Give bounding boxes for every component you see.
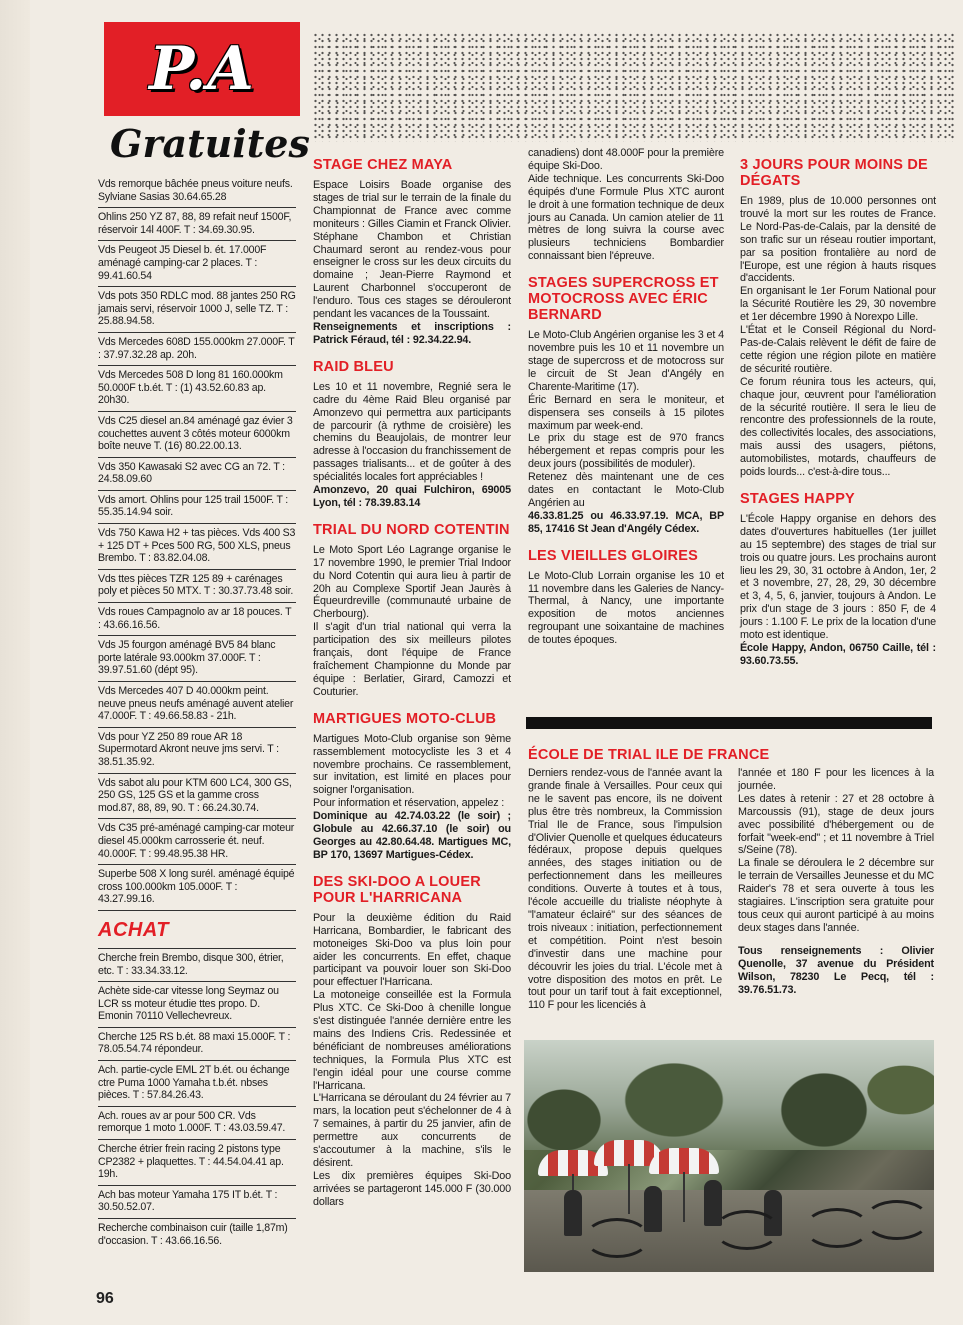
ecole-trial-contact: Tous renseignements : Olivier Quenolle, 37 avenue du Président Wilson, 78230 Le Pecq, tél : 39.76.51.73. xyxy=(738,944,934,996)
column-2 xyxy=(313,157,511,1209)
person-figure xyxy=(644,1186,662,1232)
achat-item: Cherche 125 RS b.ét. 88 maxi 15.000F. T : 78.05.54.74 répondeur. xyxy=(98,1028,296,1061)
skidoo-heading: DES SKI-DOO A LOUER POUR L'HARRICANA xyxy=(313,873,481,906)
achat-item: Ach. partie-cycle EML 2T b.ét. ou échange ctre Puma 1000 Yamaha t.b.ét. nbses pièces. T : 57.84.26.43. xyxy=(98,1061,296,1107)
supercross-contact: 46.33.81.25 ou 46.33.97.19. MCA, BP 85, 17416 St Jean d'Angély Cédex. xyxy=(528,509,724,535)
ecole-trial-section xyxy=(528,747,934,769)
trois-jours-body-2: En organisant le 1er Forum National pour la Sécurité Routière les 29, 30 novembre et 1er décembre 1990 à Norexpo Lille. xyxy=(740,285,936,324)
skidoo-body-4: Les dix premières équipes Ski-Doo arrivées se partageront 145.000 F (30.000 dollars xyxy=(313,1169,511,1208)
skidoo-body-1: Pour la deuxième édition du Raid Harricana, Bombardier, le fabricant des motoneiges Ski-Doo va plus loin pour aider les concurrents. En effet, chaque participant va pouvoir louer son Ski-Doo pour effectuer l'Harricana. xyxy=(313,911,511,989)
halftone-banner xyxy=(312,32,956,142)
skidoo-body-3: L'Harricana se déroulant du 24 février au 7 mars, la location peut s'échelonner de 4 à 7 semaines, à partir du 25 janvier, afin de permettre aux concurrents de s'accoutumer à la machine, s'ils le désirent. xyxy=(313,1092,511,1169)
raid-bleu-body: Les 10 et 11 novembre, Regnié sera le cadre du 4ème Raid Bleu organisé par Amonzevo qui permettra aux participants de parcourir (à rythme de croisière) les chemins du Beaujolais, de montrer leur adresse à l'occasion du franchissement de passages trialisants... et de goûter à des spécialités locales fort appréciables ! xyxy=(313,380,511,484)
ad-item: Vds ttes pièces TZR 125 89 + carénages poly et pièces 50 MTX. T : 30.37.73.48 soir. xyxy=(98,570,296,603)
page-edge xyxy=(0,0,30,1325)
ad-item: Vds remorque bâchée pneus voiture neufs. Sylviane Sasias 30.64.65.28 xyxy=(98,175,296,208)
person-figure xyxy=(564,1190,582,1236)
achat-item: Achète side-car vitesse long Seymaz ou LCR ss moteur étudie ttes propo. D. Emonin 70110 Vellechevreux. xyxy=(98,982,296,1028)
stages-happy-heading: STAGES HAPPY xyxy=(740,490,855,507)
vieilles-gloires-body: Le Moto-Club Lorrain organise les 10 et 11 novembre dans les Galeries de Nancy-Thermal, à Nancy, une importante exposition de motos anciennes regroupant une soixantaine de machines de toutes époques. xyxy=(528,569,724,647)
ecole-trial-heading: ÉCOLE DE TRIAL ILE DE FRANCE xyxy=(528,747,770,763)
supercross-body-3: Le prix du stage est de 970 francs hébergement et repas compris pour les deux jours (possibilités de moduler). xyxy=(528,432,724,471)
column-3 xyxy=(528,147,724,647)
martigues-contact: Dominique au 42.74.03.22 (le soir) ; Globule au 42.66.37.10 (le soir) ou Georges au 42.80.64.48. Martigues MC, BP 170, 13697 Martigues-Cédex. xyxy=(313,810,511,861)
ad-item: Vds pots 350 RDLC mod. 88 jantes 250 RG jamais servi, réservoir 1000 J, selle TZ. T : 25.88.94.58. xyxy=(98,287,296,333)
ad-item: Vds Mercedes 508 D long 81 160.000km 50.000F t.b.ét. T : (1) 43.52.60.83 ap. 20h30. xyxy=(98,366,296,412)
ad-item: Vds roues Campagnolo av ar 18 pouces. T : 43.66.16.56. xyxy=(98,603,296,636)
column-4 xyxy=(740,157,936,668)
ecole-trial-body-4: La finale se déroulera le 2 décembre sur le terrain de Versailles Jeunesse et du MC Raider's 78 et sera ouverte à tous les stagiaires. L'inscription sera gratuite pour tous ceux qui auront participé à au moins deux stages dans l'année. xyxy=(738,857,934,934)
ad-item: Vds Mercedes 608D 155.000km 27.000F. T : 37.97.32.28 ap. 20h. xyxy=(98,333,296,366)
ad-item: Vds J5 fourgon aménagé BV5 84 blanc porte latérale 93.000km 37.000F. T : 39.97.51.60 (dépt 95). xyxy=(98,636,296,682)
trial-photo xyxy=(524,1040,934,1272)
stage-maya-body: Espace Loisirs Boade organise des stages de trial sur le terrain de la finale du Championnat de France avec comme moniteurs : Gilles Ciamin et Franck Olivier. Stéphane Chambon et Christian Chaumard seront au rendez-vous pour enseigner le cross sur les deux circuits du domaine ; Jean-Pierre Raymond et Laurent Charbonnel s'occuperont de l'enduro. Tous ces stages se dérouleront pendant les vacances de la Toussaint. xyxy=(313,179,511,321)
martigues-body-1: Martigues Moto-Club organise son 9ème rassemblement motocycliste les 3 et 4 novembre prochains. Ce rassemblement, sur invitation, est limité en places pour soigner l'organisation. xyxy=(313,732,511,797)
supercross-body-4: Retenez dès maintenant une de ces dates en contactant le Moto-Club Angérien au xyxy=(528,471,724,509)
motorcycle-shape xyxy=(584,1218,650,1258)
stages-happy-contact: École Happy, Andon, 06750 Caille, tél : 93.60.73.55. xyxy=(740,642,936,667)
ad-item: Vds Peugeot J5 Diesel b. ét. 17.000F aménagé camping-car 2 places. T : 99.41.60.54 xyxy=(98,241,296,287)
skidoo-body-5: canadiens) dont 48.000F pour la première équipe Ski-Doo. xyxy=(528,147,724,172)
ad-item: Vds amort. Ohlins pour 125 trail 1500F. T : 55.35.14.94 soir. xyxy=(98,491,296,524)
supercross-body-2: Éric Bernard en sera le moniteur, et dispensera ses conseils à 15 pilotes maximum par week-end. xyxy=(528,393,724,432)
trois-jours-heading: 3 JOURS POUR MOINS DE DÉGATS xyxy=(740,157,928,189)
ad-item: Vds C25 diesel an.84 aménagé gaz évier 3 couchettes auvent 3 côtés moteur 6000km boîte neuve T. (16) 80.22.00.13. xyxy=(98,412,296,458)
classified-column xyxy=(98,175,296,1251)
trois-jours-body-4: Ce forum réunira tous les acteurs, qui, chaque jour, œuvrent pour l'amélioration de la sécurité routière. Il sera le lieu de rencontre des professionnels de la route, des collectivités locales, des associations, mais aussi des usagers, piétons, automobilistes, motards, chauffeurs de poids lourds... c'est-à-dire tous... xyxy=(740,375,936,479)
ad-item: Superbe 508 X long surél. aménagé équipé cross 100.000km 105.000F. T : 43.27.99.16. xyxy=(98,865,296,911)
supercross-heading: STAGES SUPERCROSS ET MOTOCROSS AVEC ÉRIC BERNARD xyxy=(528,275,719,324)
raid-bleu-contact: Amonzevo, 20 quai Fulchiron, 69005 Lyon, tél : 78.39.83.14 xyxy=(313,484,511,509)
logo-title: P.A xyxy=(149,34,255,104)
achat-heading: ACHAT xyxy=(98,911,296,949)
page-number: 96 xyxy=(96,1290,114,1307)
ad-item: Vds 350 Kawasaki S2 avec CG an 72. T : 24.58.09.60 xyxy=(98,458,296,491)
trial-nord-body-2: Il s'agit d'un trial national qui verra la participation des six meilleurs pilotes français, dont l'équipe de France fraîchement Championne du Monde par équipe : Berlatier, Girard, Camozzi et Couturier. xyxy=(313,621,511,698)
motorcycle-shape xyxy=(714,1210,780,1250)
achat-item: Ach bas moteur Yamaha 175 IT b.ét. T : 30.50.52.07. xyxy=(98,1186,296,1219)
umbrella-pole xyxy=(683,1172,685,1222)
raid-bleu-heading: RAID BLEU xyxy=(313,358,394,375)
section-divider-bar xyxy=(526,717,932,729)
ad-item: Vds sabot alu pour KTM 600 LC4, 300 GS, 250 GS, 125 GS et la gamme cross mod.87, 88, 89, 90. T : 66.24.30.74. xyxy=(98,774,296,820)
ecole-trial-body-2: l'année et 180 F pour les licences à la journée. xyxy=(738,767,934,792)
ecole-trial-body: Derniers rendez-vous de l'année avant la grande finale à Versailles. Pour ceux qui ne le savent pas encore, ils ne doivent plus être très nombreux, la Commission Trial Ile de France, sous l'impulsion d'Olivier Quenolle et quelques éducateurs fédéraux, propose depuis quelques années, des stages initiation ou de perfectionnement dans les meilleures conditions. Ouverte à toutes et à tous, l'école accueille du trialiste néophyte à "l'amateur éclairé" sur des séances de trois niveaux : initiation, perfectionnement et compétition. Point n'est besoin d'investir dans une machine pour découvrir les joies du trial. L'école met à votre disposition des motos en prêt. Le tout pour un tarif tout à fait exceptionnel, 110 F pour les licenciés à xyxy=(528,767,722,1012)
vieilles-gloires-heading: LES VIEILLES GLOIRES xyxy=(528,547,698,564)
trial-nord-heading: TRIAL DU NORD COTENTIN xyxy=(313,521,510,538)
skidoo-body-2: La motoneige conseillée est la Formula Plus XTC. Ce Ski-Doo à chenille longue s'est distinguée l'année dernière entre les mains des Indiens Cris. Redessinée et bénéficiant de nombreuses améliorations techniques, la Formula Plus XTC est l'engin idéal pour une course comme l'Harricana. xyxy=(313,989,511,1092)
stages-happy-body: L'École Happy organise en dehors des dates d'ouvertures habituelles (1er juillet au 15 septembre) des stages de trial sur trois ou quatre jours. Les prochains auront lieu les 29, 30, 31 octobre à Andon, 1er, 2 et 3 novembre, 27, 28, 29, 30 décembre et 3, 4, 5, 6, janvier, toujours à Andon. Le prix d'un stage de 3 jours : 850 F, de 4 jours : 1.100 F. Le prix de la location d'une moto est identique. xyxy=(740,512,936,642)
ad-item: Vds pour YZ 250 89 roue AR 18 Supermotard Akront neuve jms servi. T : 38.51.35.92. xyxy=(98,728,296,774)
stage-maya-contact: Renseignements et inscriptions : Patrick Féraud, tél : 92.34.22.94. xyxy=(313,320,511,346)
logo-subtitle: Gratuites xyxy=(110,121,310,166)
ecole-trial-body-3: Les dates à retenir : 27 et 28 octobre à Marcoussis (91), stage de deux jours avec possibilité d'hébergement ou de forfait "week-end" ; et 11 novembre à Triel s/Seine (78). xyxy=(738,792,934,857)
ad-item: Vds C35 pré-aménagé camping-car moteur diesel 45.000km carrosserie ét. neuf. 40.000F. T : 99.48.95.38 HR. xyxy=(98,819,296,865)
achat-item: Cherche frein Brembo, disque 300, étrier, etc. T : 33.34.33.12. xyxy=(98,949,296,982)
motorcycle-shape xyxy=(864,1200,930,1240)
stage-maya-heading: STAGE CHEZ MAYA xyxy=(313,157,453,173)
martigues-body-2: Pour information et réservation, appelez : xyxy=(313,797,505,810)
achat-item: Ach. roues av ar pour 500 CR. Vds remorque 1 moto 1.000F. T : 43.03.59.47. xyxy=(98,1107,296,1140)
motorcycle-shape xyxy=(804,1208,870,1248)
trois-jours-body-1: En 1989, plus de 10.000 personnes ont trouvé la mort sur les routes de France. Le Nord-Pas-de-Calais, par la densité de son trafic sur un réseau routier important, par sa position frontalière au nord de l'Europe, est une région à hauts risques d'accidents. xyxy=(740,195,936,285)
trois-jours-body-3: L'État et le Conseil Régional du Nord-Pas-de-Calais relèvent le défit de faire de cette région une région pilote en matière de sécurité routière. xyxy=(740,324,936,375)
ecole-trial-col-a xyxy=(528,767,722,1012)
trial-nord-body-1: Le Moto Sport Léo Lagrange organise le 17 novembre 1990, le premier Trial Indoor du Nord Cotentin qui aura lieu à partir de 20h au Complexe Sportif Jean Jaurès à Équeurdreville (communauté urbaine de Cherbourg). xyxy=(313,543,511,621)
achat-item: Recherche combinaison cuir (taille 1,87m) d'occasion. T : 43.66.16.56. xyxy=(98,1222,288,1247)
ecole-trial-col-b xyxy=(738,767,934,996)
supercross-body-1: Le Moto-Club Angérien organise les 3 et 4 novembre puis les 10 et 11 novembre un stage de supercross et de motocross sur le circuit de St Jean d'Angély en Charente-Maritime (17). xyxy=(528,329,724,393)
achat-item: Cherche étrier frein racing 2 pistons type CP2382 + plaquettes. T : 44.54.04.41 ap. 19h. xyxy=(98,1140,296,1186)
ad-item: Ohlins 250 YZ 87, 88, 89 refait neuf 1500F, réservoir 14l 400F. T : 34.69.30.95. xyxy=(98,208,296,241)
umbrella-pole xyxy=(628,1164,630,1214)
ad-item: Vds 750 Kawa H2 + tas pièces. Vds 400 S3 + 125 DT + Pces 500 RG, 500 XLS, pneus Brembo. T : 83.82.04.08. xyxy=(98,524,296,570)
skidoo-body-6: Aide technique. Les concurrents Ski-Doo équipés d'une Formule Plus XTC auront le droit à une formation technique de deux jours au Canada. Un camion atelier de 11 mètres de long suivra la course avec plusieurs techniciens Bombardier connaissant bien l'épreuve. xyxy=(528,172,724,263)
martigues-heading: MARTIGUES MOTO-CLUB xyxy=(313,710,497,727)
umbrella-shape xyxy=(649,1148,719,1174)
ad-item: Vds Mercedes 407 D 40.000km peint. neuve pneus neufs aménagé auvent atelier 47.000F. T : 49.66.58.83 - 21h. xyxy=(98,682,296,728)
